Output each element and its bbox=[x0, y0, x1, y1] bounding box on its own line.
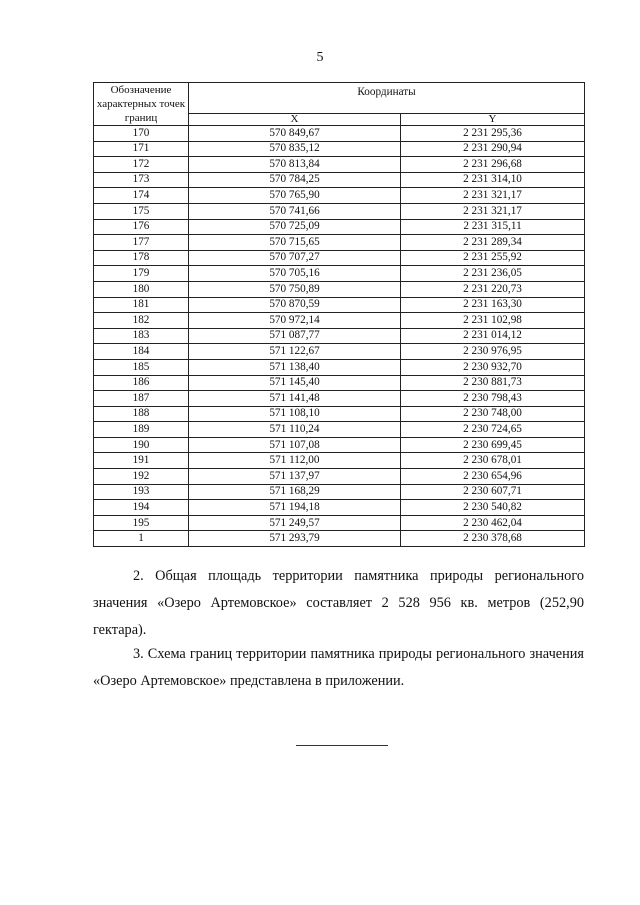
point-cell: 193 bbox=[94, 484, 189, 500]
table-body bbox=[94, 126, 585, 547]
y-cell: 2 231 236,05 bbox=[401, 266, 585, 282]
table-row bbox=[94, 344, 585, 360]
coordinates-header: Координаты bbox=[189, 83, 585, 114]
x-cell: 571 249,57 bbox=[189, 515, 401, 531]
x-cell: 570 707,27 bbox=[189, 250, 401, 266]
point-cell: 194 bbox=[94, 500, 189, 516]
x-cell: 570 784,25 bbox=[189, 172, 401, 188]
point-cell: 1 bbox=[94, 531, 189, 547]
x-cell: 570 725,09 bbox=[189, 219, 401, 235]
table-row bbox=[94, 219, 585, 235]
point-cell: 180 bbox=[94, 281, 189, 297]
point-cell: 174 bbox=[94, 188, 189, 204]
y-cell: 2 231 315,11 bbox=[401, 219, 585, 235]
x-cell: 570 835,12 bbox=[189, 141, 401, 157]
paragraph-area bbox=[93, 563, 584, 644]
x-cell: 571 293,79 bbox=[189, 531, 401, 547]
y-cell: 2 231 295,36 bbox=[401, 126, 585, 142]
page-number: 5 bbox=[316, 50, 324, 65]
x-cell: 570 705,16 bbox=[189, 266, 401, 282]
table-row bbox=[94, 235, 585, 251]
x-cell: 571 194,18 bbox=[189, 500, 401, 516]
x-cell: 570 849,67 bbox=[189, 126, 401, 142]
x-cell: 570 765,90 bbox=[189, 188, 401, 204]
table-row bbox=[94, 453, 585, 469]
point-cell: 177 bbox=[94, 235, 189, 251]
point-cell: 184 bbox=[94, 344, 189, 360]
point-cell: 186 bbox=[94, 375, 189, 391]
paragraph-scheme bbox=[93, 641, 584, 695]
point-cell: 176 bbox=[94, 219, 189, 235]
table-row bbox=[94, 172, 585, 188]
x-cell: 571 137,97 bbox=[189, 469, 401, 485]
y-cell: 2 231 290,94 bbox=[401, 141, 585, 157]
table-row bbox=[94, 328, 585, 344]
y-cell: 2 230 748,00 bbox=[401, 406, 585, 422]
x-cell: 571 087,77 bbox=[189, 328, 401, 344]
table-row bbox=[94, 297, 585, 313]
x-cell: 570 750,89 bbox=[189, 281, 401, 297]
y-cell: 2 230 607,71 bbox=[401, 484, 585, 500]
y-cell: 2 231 321,17 bbox=[401, 203, 585, 219]
y-cell: 2 231 014,12 bbox=[401, 328, 585, 344]
table-row bbox=[94, 281, 585, 297]
coordinates-table bbox=[93, 82, 585, 547]
point-cell: 189 bbox=[94, 422, 189, 438]
y-cell: 2 230 932,70 bbox=[401, 359, 585, 375]
point-cell: 178 bbox=[94, 250, 189, 266]
point-cell: 195 bbox=[94, 515, 189, 531]
y-cell: 2 230 724,65 bbox=[401, 422, 585, 438]
table-row bbox=[94, 406, 585, 422]
y-cell: 2 231 163,30 bbox=[401, 297, 585, 313]
table-row bbox=[94, 157, 585, 173]
point-cell: 191 bbox=[94, 453, 189, 469]
x-cell: 571 145,40 bbox=[189, 375, 401, 391]
point-cell: 183 bbox=[94, 328, 189, 344]
table-row bbox=[94, 391, 585, 407]
x-cell: 571 112,00 bbox=[189, 453, 401, 469]
table-row bbox=[94, 266, 585, 282]
table-row bbox=[94, 515, 585, 531]
point-cell: 182 bbox=[94, 313, 189, 329]
table-row bbox=[94, 531, 585, 547]
y-cell: 2 231 321,17 bbox=[401, 188, 585, 204]
point-cell: 175 bbox=[94, 203, 189, 219]
y-cell: 2 231 102,98 bbox=[401, 313, 585, 329]
x-cell: 571 141,48 bbox=[189, 391, 401, 407]
x-cell: 571 138,40 bbox=[189, 359, 401, 375]
table-row bbox=[94, 484, 585, 500]
y-cell: 2 230 378,68 bbox=[401, 531, 585, 547]
point-cell: 173 bbox=[94, 172, 189, 188]
y-cell: 2 230 699,45 bbox=[401, 437, 585, 453]
table-row bbox=[94, 359, 585, 375]
table-row bbox=[94, 126, 585, 142]
separator-line bbox=[296, 745, 388, 746]
table-row bbox=[94, 375, 585, 391]
point-cell: 188 bbox=[94, 406, 189, 422]
paragraph-area-text: 2. Общая площадь территории памятника природы регионального значения «Озеро Артемовское» составляет 2 528 956 кв. метров (252,90 гектара). bbox=[93, 568, 584, 638]
x-cell: 570 813,84 bbox=[189, 157, 401, 173]
point-column-header: Обозначение характерных точек границ bbox=[94, 83, 189, 126]
table-row bbox=[94, 313, 585, 329]
x-cell: 571 122,67 bbox=[189, 344, 401, 360]
x-column-header: X bbox=[189, 114, 401, 126]
point-cell: 181 bbox=[94, 297, 189, 313]
y-cell: 2 230 976,95 bbox=[401, 344, 585, 360]
y-cell: 2 230 881,73 bbox=[401, 375, 585, 391]
paragraph-scheme-text: 3. Схема границ территории памятника природы регионального значения «Озеро Артемовское» представлена в приложении. bbox=[93, 646, 584, 689]
point-cell: 187 bbox=[94, 391, 189, 407]
y-cell: 2 231 220,73 bbox=[401, 281, 585, 297]
y-cell: 2 231 289,34 bbox=[401, 235, 585, 251]
table-row bbox=[94, 500, 585, 516]
x-cell: 571 110,24 bbox=[189, 422, 401, 438]
table-row bbox=[94, 437, 585, 453]
point-cell: 171 bbox=[94, 141, 189, 157]
y-cell: 2 231 314,10 bbox=[401, 172, 585, 188]
x-cell: 571 107,08 bbox=[189, 437, 401, 453]
y-cell: 2 230 678,01 bbox=[401, 453, 585, 469]
point-cell: 190 bbox=[94, 437, 189, 453]
point-cell: 185 bbox=[94, 359, 189, 375]
table-row bbox=[94, 188, 585, 204]
x-cell: 570 741,66 bbox=[189, 203, 401, 219]
point-cell: 179 bbox=[94, 266, 189, 282]
point-cell: 170 bbox=[94, 126, 189, 142]
y-cell: 2 231 255,92 bbox=[401, 250, 585, 266]
y-cell: 2 231 296,68 bbox=[401, 157, 585, 173]
table-row bbox=[94, 250, 585, 266]
table-row bbox=[94, 141, 585, 157]
y-cell: 2 230 798,43 bbox=[401, 391, 585, 407]
y-cell: 2 230 462,04 bbox=[401, 515, 585, 531]
y-cell: 2 230 540,82 bbox=[401, 500, 585, 516]
y-cell: 2 230 654,96 bbox=[401, 469, 585, 485]
point-cell: 192 bbox=[94, 469, 189, 485]
x-cell: 570 870,59 bbox=[189, 297, 401, 313]
table-row bbox=[94, 469, 585, 485]
table-row bbox=[94, 422, 585, 438]
x-cell: 570 972,14 bbox=[189, 313, 401, 329]
x-cell: 570 715,65 bbox=[189, 235, 401, 251]
y-column-header: Y bbox=[401, 114, 585, 126]
point-cell: 172 bbox=[94, 157, 189, 173]
x-cell: 571 168,29 bbox=[189, 484, 401, 500]
x-cell: 571 108,10 bbox=[189, 406, 401, 422]
table-row bbox=[94, 203, 585, 219]
